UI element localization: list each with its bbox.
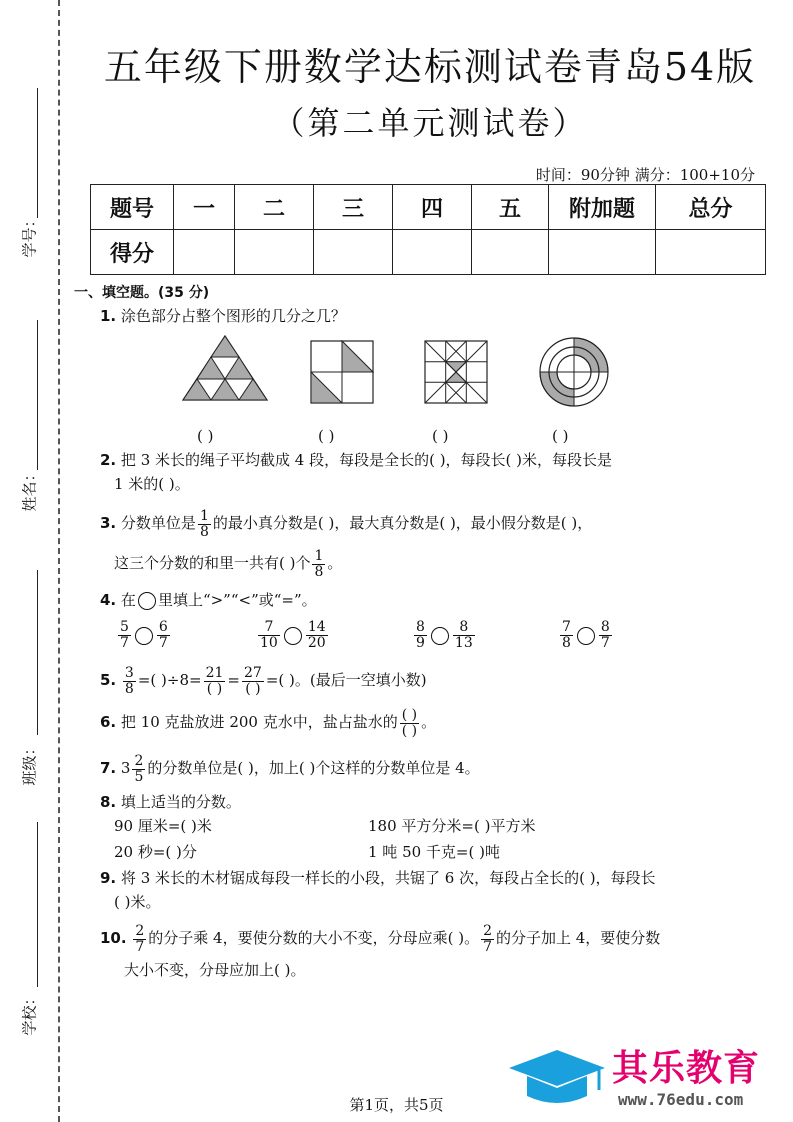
student-id-line: [37, 88, 38, 218]
compare-circle[interactable]: [577, 627, 595, 645]
answer-blank[interactable]: ( ): [197, 427, 214, 445]
q8-item: 20 秒=( )分: [114, 843, 197, 861]
question-4: 4. 在 里填上“>”“<”或“=”。: [100, 591, 317, 609]
page-subtitle: （第二单元测试卷）: [272, 104, 588, 142]
compare-circle[interactable]: [431, 627, 449, 645]
compare-pair: $\frac{8}{9}$ $\frac{8}{13}$: [416, 619, 473, 651]
score-cell[interactable]: [656, 230, 766, 275]
score-table-header-row: [91, 185, 766, 230]
question-3: 3. 分数单位是 $\frac{1}{8}$ 的最小真分数是( )，最大真分数是( )，最小假分数是( )，: [100, 507, 593, 540]
time-info: 时间：90分钟 满分：100+10分: [535, 166, 755, 184]
score-cell[interactable]: [393, 230, 472, 275]
q8-item: 90 厘米=( )米: [114, 817, 212, 835]
question-5: 5. $\frac{3}{8}$ =( )÷8= $\frac{21}{( )}$ = $\frac{27}{( )}$ =( )。(最后一空填小数): [100, 664, 427, 697]
score-cell[interactable]: [235, 230, 314, 275]
star-grid-figure: [424, 340, 488, 404]
name-line: [37, 320, 38, 470]
ring-figure: [538, 336, 610, 408]
header-cell: 五: [472, 185, 549, 230]
school-line: [37, 822, 38, 987]
name-label: 姓名：: [20, 466, 39, 512]
brand-url: www.76edu.com: [618, 1090, 744, 1109]
compare-pair: $\frac{5}{7}$ $\frac{6}{7}$: [120, 619, 168, 651]
score-cell[interactable]: [549, 230, 656, 275]
question-3-line2: 这三个分数的和里一共有( )个 $\frac{1}{8}$ 。: [114, 547, 343, 580]
score-table-score-row: [91, 230, 766, 275]
score-cell[interactable]: [174, 230, 235, 275]
answer-blank[interactable]: ( ): [318, 427, 335, 445]
score-cell[interactable]: [314, 230, 393, 275]
header-cell: 附加题: [549, 185, 656, 230]
square-figure: [310, 340, 374, 404]
binding-dash-line: [58, 0, 60, 1122]
page-footer: 第1页，共5页: [349, 1096, 444, 1114]
triangle-figure: [180, 334, 270, 404]
header-cell: 二: [235, 185, 314, 230]
fraction: $\frac{1}{8}$: [199, 507, 209, 540]
class-label: 班级：: [20, 740, 39, 786]
fraction: $\frac{1}{8}$: [314, 547, 324, 580]
question-8: 8. 填上适当的分数。: [100, 793, 241, 811]
question-9: 9. 将 3 米长的木材锯成每段一样长的小段，共锯了 6 次，每段占全长的( )，每段长: [100, 869, 656, 887]
question-10: 10. $\frac{2}{7}$ 的分子乘 4，要使分数的大小不变，分母应乘( )。 $\frac{2}{7}$ 的分子加上 4，要使分数: [100, 922, 661, 955]
question-7: 7. 3 $\frac{2}{5}$ 的分数单位是( )，加上( )个这样的分数单位是 4。: [100, 752, 480, 785]
compare-circle[interactable]: [284, 627, 302, 645]
circle-icon: [138, 592, 156, 610]
score-cell[interactable]: [472, 230, 549, 275]
school-label: 学校：: [20, 990, 39, 1036]
header-cell: 一: [174, 185, 235, 230]
compare-circle[interactable]: [135, 627, 153, 645]
score-row-label: 得分: [91, 230, 174, 275]
answer-blank[interactable]: ( ): [432, 427, 449, 445]
header-cell: 三: [314, 185, 393, 230]
score-table: [90, 184, 766, 275]
question-9-line2: ( )米。: [114, 893, 161, 911]
compare-pair: $\frac{7}{10}$ $\frac{14}{20}$: [260, 619, 326, 651]
q8-item: 180 平方分米=( )平方米: [368, 817, 536, 835]
question-6: 6. 把 10 克盐放进 200 克水中，盐占盐水的 $\frac{( )}{( )}$ 。: [100, 706, 437, 739]
q8-item: 1 吨 50 千克=( )吨: [368, 843, 500, 861]
question-10-line2: 大小不变，分母应加上( )。: [124, 961, 306, 979]
header-cell: 四: [393, 185, 472, 230]
header-cell: 题号: [91, 185, 174, 230]
question-1: 1. 涂色部分占整个图形的几分之几？: [100, 307, 346, 325]
section-heading: 一、填空题。(35 分): [74, 285, 210, 301]
class-line: [37, 570, 38, 735]
question-2: 2. 把 3 米长的绳子平均截成 4 段，每段是全长的( )，每段长( )米，每段长是: [100, 451, 613, 469]
page-title: 五年级下册数学达标测试卷青岛54版: [103, 45, 757, 89]
compare-pair: $\frac{7}{8}$ $\frac{8}{7}$: [562, 619, 610, 651]
student-id-label: 学号：: [20, 212, 39, 258]
brand-name: 其乐教育: [612, 1048, 761, 1089]
answer-blank[interactable]: ( ): [552, 427, 569, 445]
header-cell: 总分: [656, 185, 766, 230]
question-2-line2: 1 米的( )。: [114, 475, 190, 493]
